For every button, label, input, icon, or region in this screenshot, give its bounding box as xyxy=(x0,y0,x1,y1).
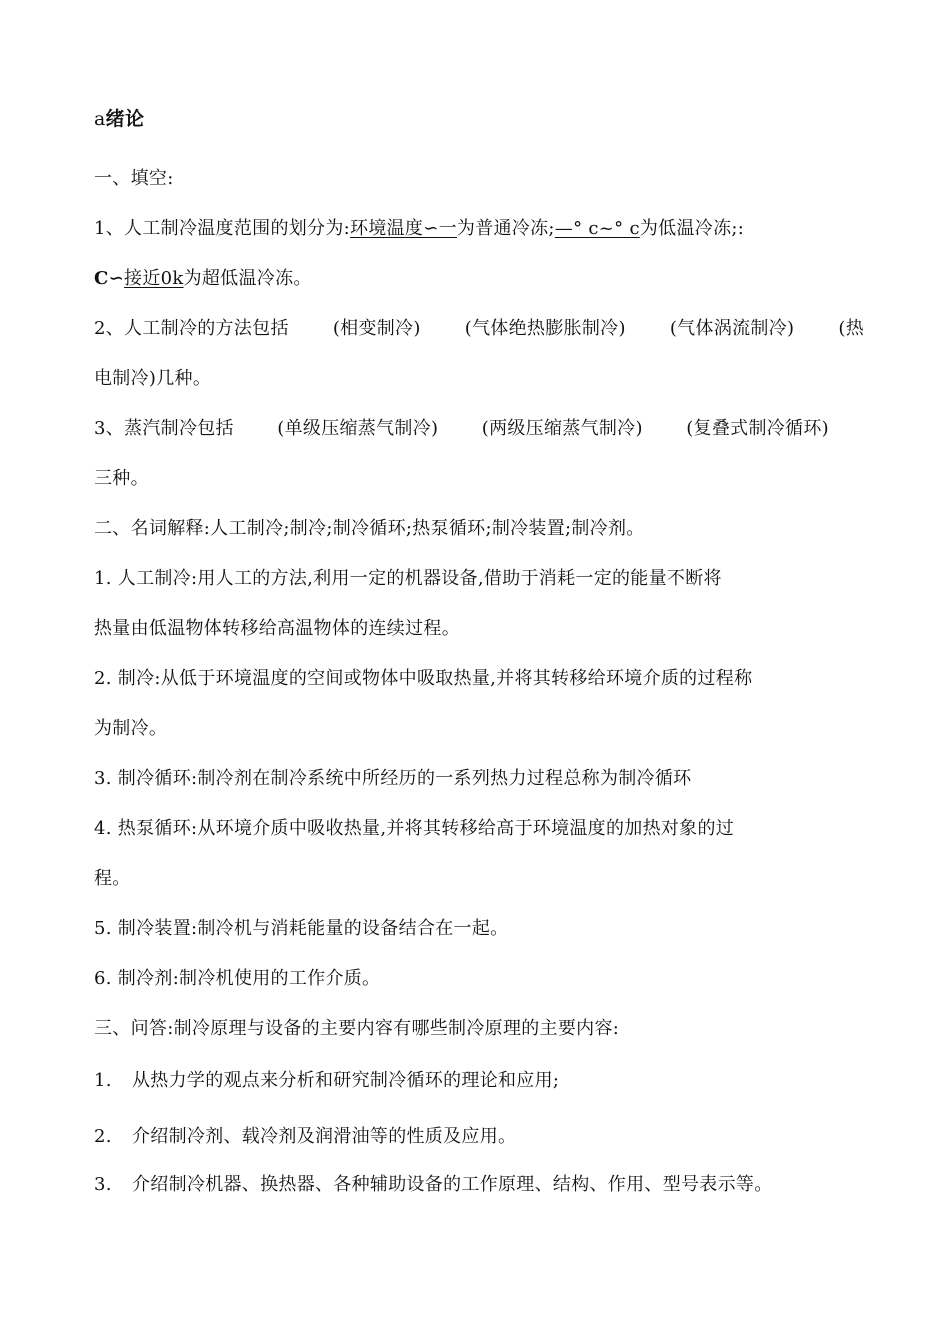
answer-item-1 xyxy=(94,1068,864,1094)
q1-line1 xyxy=(94,216,864,242)
q3-part: (复叠式制冷循环) xyxy=(686,418,829,439)
q3-part: (单级压缩蒸气制冷) xyxy=(277,418,439,439)
answer-num: 2. xyxy=(94,1126,112,1147)
q1-text-b: 为普通冷冻; xyxy=(456,218,555,239)
q1-answer-2: —° c~° c xyxy=(554,218,640,239)
section-fill-blank-title: 一、填空: xyxy=(94,168,174,189)
q2-line2: 电制冷)几种。 xyxy=(94,368,212,389)
answer-num: 1. xyxy=(94,1070,112,1091)
answer-num: 3. xyxy=(94,1174,112,1195)
q2-part: 2、人工制冷的方法包括 xyxy=(94,318,289,339)
q2-part: (气体涡流制冷) xyxy=(669,318,795,339)
q2-line1 xyxy=(94,316,864,342)
q2-part: (相变制冷) xyxy=(332,318,421,339)
q1-answer-4: 接近0k xyxy=(124,268,184,289)
answer-item-2 xyxy=(94,1124,864,1150)
q1-line2 xyxy=(94,266,864,292)
q1-answer-1: 环境温度∽一 xyxy=(350,218,457,239)
def5-line1: 5. 制冷装置:制冷机与消耗能量的设备结合在一起。 xyxy=(94,918,509,939)
answer-text: 从热力学的观点来分析和研究制冷循环的理论和应用; xyxy=(132,1070,560,1091)
heading-title: 绪论 xyxy=(105,108,145,130)
def6-line1: 6. 制冷剂:制冷机使用的工作介质。 xyxy=(94,968,381,989)
def4-line2: 程。 xyxy=(94,868,131,889)
q3-part: (两级压缩蒸气制冷) xyxy=(481,418,643,439)
def1-line1: 1. 人工制冷:用人工的方法,利用一定的机器设备,借助于消耗一定的能量不断将 xyxy=(94,568,722,589)
def2-line1: 2. 制冷:从低于环境温度的空间或物体中吸取热量,并将其转移给环境介质的过程称 xyxy=(94,668,753,689)
def1-line2: 热量由低温物体转移给高温物体的连续过程。 xyxy=(94,618,460,639)
def2-line2: 为制冷。 xyxy=(94,718,168,739)
q1-text-d: 为超低温冷冻。 xyxy=(183,268,312,289)
q3-line2: 三种。 xyxy=(94,468,149,489)
q1-text-a: 1、人工制冷温度范围的划分为: xyxy=(94,218,351,239)
q1-answer-3: C∽ xyxy=(94,268,125,289)
q3-part: 3、蒸汽制冷包括 xyxy=(94,418,234,439)
section-qa-title: 三、问答:制冷原理与设备的主要内容有哪些制冷原理的主要内容: xyxy=(94,1018,620,1039)
answer-item-3 xyxy=(94,1172,864,1198)
def3-line1: 3. 制冷循环:制冷剂在制冷系统中所经历的一系列热力过程总称为制冷循环 xyxy=(94,768,692,789)
answer-text: 介绍制冷剂、载冷剂及润滑油等的性质及应用。 xyxy=(132,1126,517,1147)
chapter-heading xyxy=(94,106,864,132)
def4-line1: 4. 热泵循环:从环境介质中吸收热量,并将其转移给高于环境温度的加热对象的过 xyxy=(94,818,735,839)
section-definitions-title: 二、名词解释:人工制冷;制冷;制冷循环;热泵循环;制冷装置;制冷剂。 xyxy=(94,518,645,539)
heading-prefix: a xyxy=(94,108,106,130)
q2-part: (气体绝热膨胀制冷) xyxy=(464,318,626,339)
answer-text: 介绍制冷机器、换热器、各种辅助设备的工作原理、结构、作用、型号表示等。 xyxy=(132,1174,773,1195)
q3-line1 xyxy=(94,416,829,442)
q1-text-c: 为低温冷冻;: xyxy=(639,218,745,239)
q2-part: (热 xyxy=(838,318,864,339)
